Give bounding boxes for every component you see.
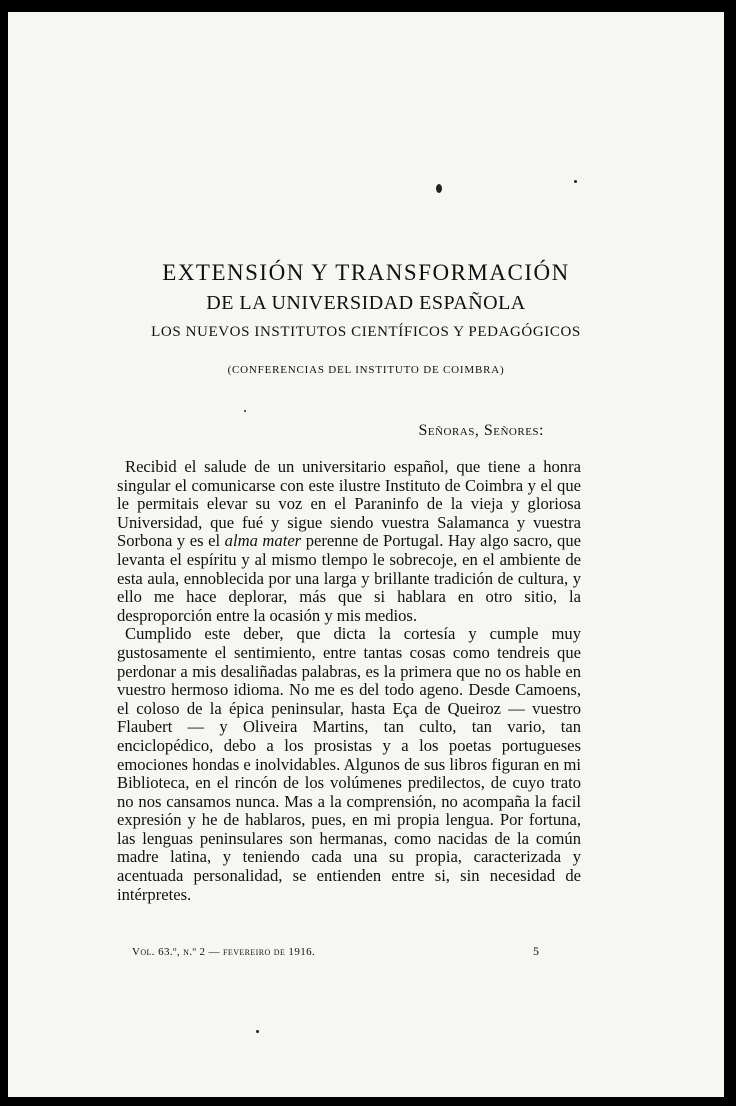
page-number: 5 [533, 944, 539, 958]
paragraph-1-emphasis: alma mater [224, 531, 302, 551]
ink-speck [256, 1030, 259, 1033]
conference-note: (CONFERENCIAS DEL INSTITUTO DE COIMBRA) [227, 364, 505, 376]
article-title-line-1: EXTENSIÓN Y TRANSFORMACIÓN [162, 260, 570, 285]
paragraph-2: Cumplido este deber, que dicta la cortesía y cumple muy gustosamente el sentimiento, entre tantas cosas como tendreis que perdonar a mis desaliñadas palabras, es la primera que no os hable en vuestro hermoso idioma. No me es del todo ageno. Desde Camoens, el coloso de la épica peninsular, hasta Eça de Queiroz — vuestro Flaubert — y Oliveira Martins, tan culto, tan vario, tan enciclopédico, debo a los prosistas y a los poetas portugueses emociones hondas e inolvidables. Algunos de sus libros figuran en mi Biblioteca, en el rincón de los volúmenes predilectos, de cuyo trato no nos cansamos nunca. Mas a la comprensión, no acompaña la facil expresión y he de hablaros, pues, en mi propia lengua. Por fortuna, las lenguas peninsulares son hermanas, como nacidas de la común madre latina, y teniendo cada una su propia, caracterizada y acentuada personalidad, se entienden entre si, sin necesidad de intérpretes. [117, 624, 581, 904]
paragraph-1 [117, 458, 581, 625]
article-title-line-2: DE LA UNIVERSIDAD ESPAÑOLA [206, 292, 526, 314]
ink-speck [436, 184, 442, 193]
footer-volume: Vol. 63.º, n.º 2 — fevereiro de 1916. [132, 946, 316, 958]
paragraph-1-text-end: perenne de Portugal. Hay algo sacro, que levanta el espíritu y al mismo tlempo le sobrecoje, en el ambiente de esta aula, ennoblecida por una larga y brillante tradición de cultura, y ello me hace deplorar, más que si hablara en otro sitio, la desproporción entre la ocasión y mis medios. [117, 531, 581, 625]
salutation: Señoras, Señores: [418, 422, 544, 439]
body-text [117, 458, 581, 904]
paragraph-1-text-start: Recibid el salude de un universitario español, que tiene a honra singular el comunicarse con este ilustre Instituto de Coimbra y el que le permitais elevar su voz en el Paraninfo de la vieja y gloriosa Universidad, que fué y sigue siendo vuestra Salamanca y vuestra Sorbona y es el [117, 457, 581, 551]
ink-speck [244, 410, 246, 412]
article-subtitle: LOS NUEVOS INSTITUTOS CIENTÍFICOS Y PEDAGÓGICOS [151, 324, 581, 340]
ink-speck [574, 180, 577, 183]
document-page [8, 12, 724, 1097]
